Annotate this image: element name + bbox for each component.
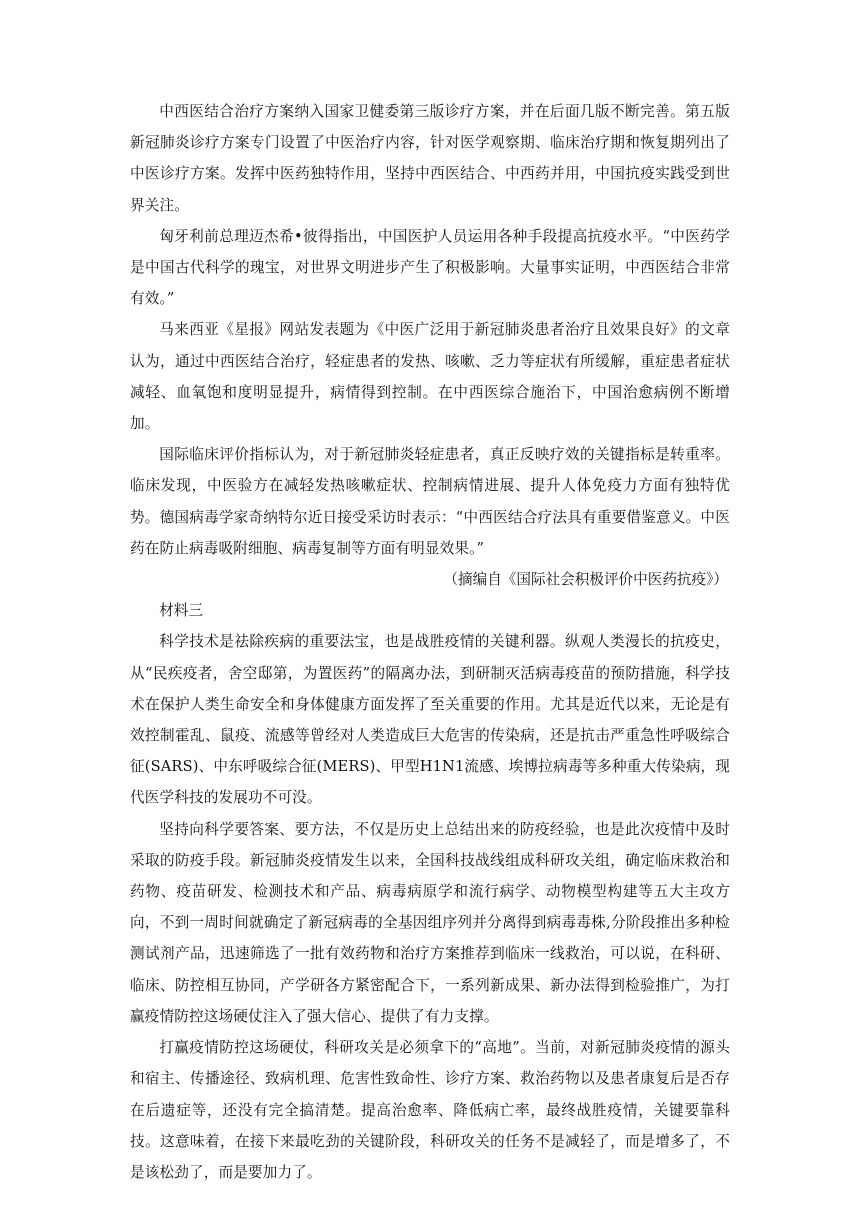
paragraph-malaysia-star: 马来西亚《星报》网站发表题为《中医广泛用于新冠肺炎患者治疗且效果良好》的文章认为，通过中西医结合治疗，轻症患者的发热、咳嗽、乏力等症状有所缓解，重症患者症状减轻、血氧饱和度明显提升，病情得到控制。在中西医综合施治下，中国治愈病例不断增加。 xyxy=(130,321,730,433)
material-heading: 材料三 xyxy=(159,602,203,620)
source-note: （摘编自《国际社会积极评价中医药抗疫》） xyxy=(443,571,728,589)
paragraph-tcm-plan: 中西医结合治疗方案纳入国家卫健委第三版诊疗方案，并在后面几版不断完善。第五版新冠肺炎诊疗方案专门设置了中医治疗内容，针对医学观察期、临床治疗期和恢复期列出了中医诊疗方案。发挥中医药独特作用，坚持中西医结合、中西药并用，中国抗疫实践受到世界关注。 xyxy=(130,103,730,214)
paragraph-research-highland: 打赢疫情防控这场硬仗，科研攻关是必须拿下的“高地”。当前，对新冠肺炎疫情的源头和宿主、传播途径、致病机理、危害性致命性、诊疗方案、救治药物以及患者康复后是否存在后遗症等，还没有完全搞清楚。提高治愈率、降低病亡率，最终战胜疫情，关键要靠科技。这意味着，在接下来最吃劲的关键阶段，科研攻关的任务不是减轻了，而是增多了，不是该松劲了，而是要加力了。 xyxy=(130,1039,730,1181)
paragraph-science-answers: 坚持向科学要答案、要方法，不仅是历史上总结出来的防疫经验，也是此次疫情中及时采取的防疫手段。新冠肺炎疫情发生以来，全国科技战线组成科研攻关组，确定临床救治和药物、疫苗研发、检测技术和产品、病毒病原学和流行病学、动物模型构建等五大主攻方向，不到一周时间就确定了新冠病毒的全基因组序列并分离得到病毒毒株,分阶段推出多种检测试剂产品，迅速筛选了一批有效药物和治疗方案推荐到临床一线救治，可以说，在科研、临床、防控相互协同，产学研各方紧密配合下，一系列新成果、新办法得到检验推广，为打赢疫情防控这场硬仗注入了强大信心、提供了有力支撑。 xyxy=(130,820,730,1025)
paragraph-hungary-quote: 匈牙利前总理迈杰希•彼得指出，中国医护人员运用各种手段提高抗疫水平。“中医药学是中国古代科学的瑰宝，对世界文明进步产生了积极影响。大量事实证明，中西医结合非常有效。” xyxy=(130,227,730,308)
paragraph-science-tech: 科学技术是祛除疾病的重要法宝，也是战胜疫情的关键利器。纵观人类漫长的抗疫史，从“民疾疫者，舍空邸第，为置医药”的隔离办法，到研制灭活病毒疫苗的预防措施，科学技术在保护人类生命安全和身体健康方面发挥了至关重要的作用。尤其是近代以来，无论是有效控制霍乱、鼠疫、流感等曾经对人类造成巨大危害的传染病，还是抗击严重急性呼吸综合征(SARS)、中东呼吸综合征(MERS)、甲型H1N1流感、埃博拉病毒等多种重大传染病，现代医学科技的发展功不可没。 xyxy=(130,633,730,807)
paragraph-clinical-evaluation: 国际临床评价指标认为，对于新冠肺炎轻症患者，真正反映疗效的关键指标是转重率。临床发现，中医验方在减轻发热咳嗽症状、控制病情进展、提升人体免疫力方面有独特优势。德国病毒学家奇纳特尔近日接受采访时表示：“中西医结合疗法具有重要借鉴意义。中医药在防止病毒吸附细胞、病毒复制等方面有明显效果。” xyxy=(130,446,730,557)
document-page xyxy=(130,96,730,1188)
